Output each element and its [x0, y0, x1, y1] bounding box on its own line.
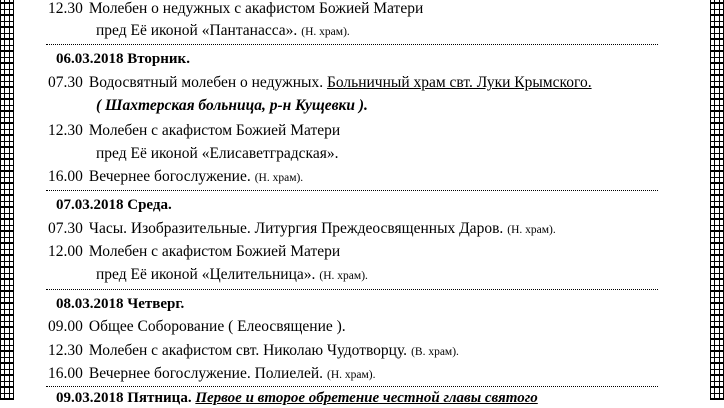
service-time: 12.00: [48, 243, 83, 260]
service-text: Молебен о недужных с акафистом Божией Матери: [88, 0, 424, 17]
schedule-line: [48, 167, 303, 187]
service-time: 12.30: [48, 0, 83, 17]
schedule-line: [48, 341, 459, 361]
service-text: Молебен с акафистом Божией Матери: [88, 122, 341, 139]
service-time: 09.00: [48, 318, 83, 335]
day-heading: 06.03.2018 Вторник.: [56, 51, 190, 67]
service-time: 16.00: [48, 365, 83, 382]
left-ornamental-border: [0, 0, 14, 400]
feast-title: Первое и второе обретение честной главы святого: [195, 390, 538, 406]
separator: [46, 44, 658, 45]
day-date: 09.03.2018 Пятница.: [56, 390, 192, 406]
schedule-line: [48, 73, 592, 93]
separator: [46, 386, 658, 387]
schedule-line: [48, 317, 346, 337]
service-text: пред Её иконой «Целительница».: [96, 266, 316, 283]
service-text: Вечернее богослужение. Полиелей.: [88, 365, 324, 382]
schedule-line: [96, 96, 368, 116]
service-time: 07.30: [48, 74, 83, 91]
hospital-church-link: Больничный храм свт. Луки Крымского.: [326, 74, 592, 91]
schedule-line: [48, 219, 556, 239]
church-tag: (Н. храм).: [319, 270, 368, 282]
right-ornamental-border: [710, 0, 724, 400]
service-time: 12.30: [48, 342, 83, 359]
service-time: 16.00: [48, 168, 83, 185]
location-note: ( Шахтерская больница, р-н Кущевки ).: [96, 97, 368, 114]
service-text: Молебен с акафистом Божией Матери: [88, 243, 341, 260]
service-time: 12.30: [48, 122, 83, 139]
service-text: Водосвятный молебен о недужных.: [88, 74, 324, 91]
church-tag: (Н. храм).: [507, 224, 556, 236]
separator: [46, 190, 658, 191]
service-text: пред Её иконой «Пантанасса».: [96, 22, 298, 39]
service-text: Часы. Изобразительные. Литургия Преждеосвященных Даров.: [88, 220, 504, 237]
schedule-line: [48, 242, 340, 262]
schedule-line: [96, 144, 338, 164]
church-tag: (Н. храм).: [301, 26, 350, 38]
church-tag: (Н. храм).: [327, 369, 376, 381]
separator: [46, 289, 658, 290]
service-time: 07.30: [48, 220, 83, 237]
day-heading: 07.03.2018 Среда.: [56, 197, 172, 213]
service-text: Общее Соборование ( Елеосвящение ).: [88, 318, 346, 335]
service-text: Вечернее богослужение.: [88, 168, 251, 185]
church-tag: (В. храм).: [411, 346, 459, 358]
schedule-line: [48, 364, 376, 384]
schedule-line: [96, 265, 368, 285]
schedule-line: [48, 0, 423, 19]
day-heading: 08.03.2018 Четверг.: [56, 296, 185, 312]
schedule-line: [48, 121, 340, 141]
day-heading: [56, 388, 538, 408]
church-tag: (Н. храм).: [254, 172, 304, 184]
schedule-line: [96, 21, 350, 41]
service-text: Молебен с акафистом свт. Николаю Чудотворцу.: [88, 342, 408, 359]
service-text: пред Её иконой «Елисаветградская».: [96, 145, 339, 162]
